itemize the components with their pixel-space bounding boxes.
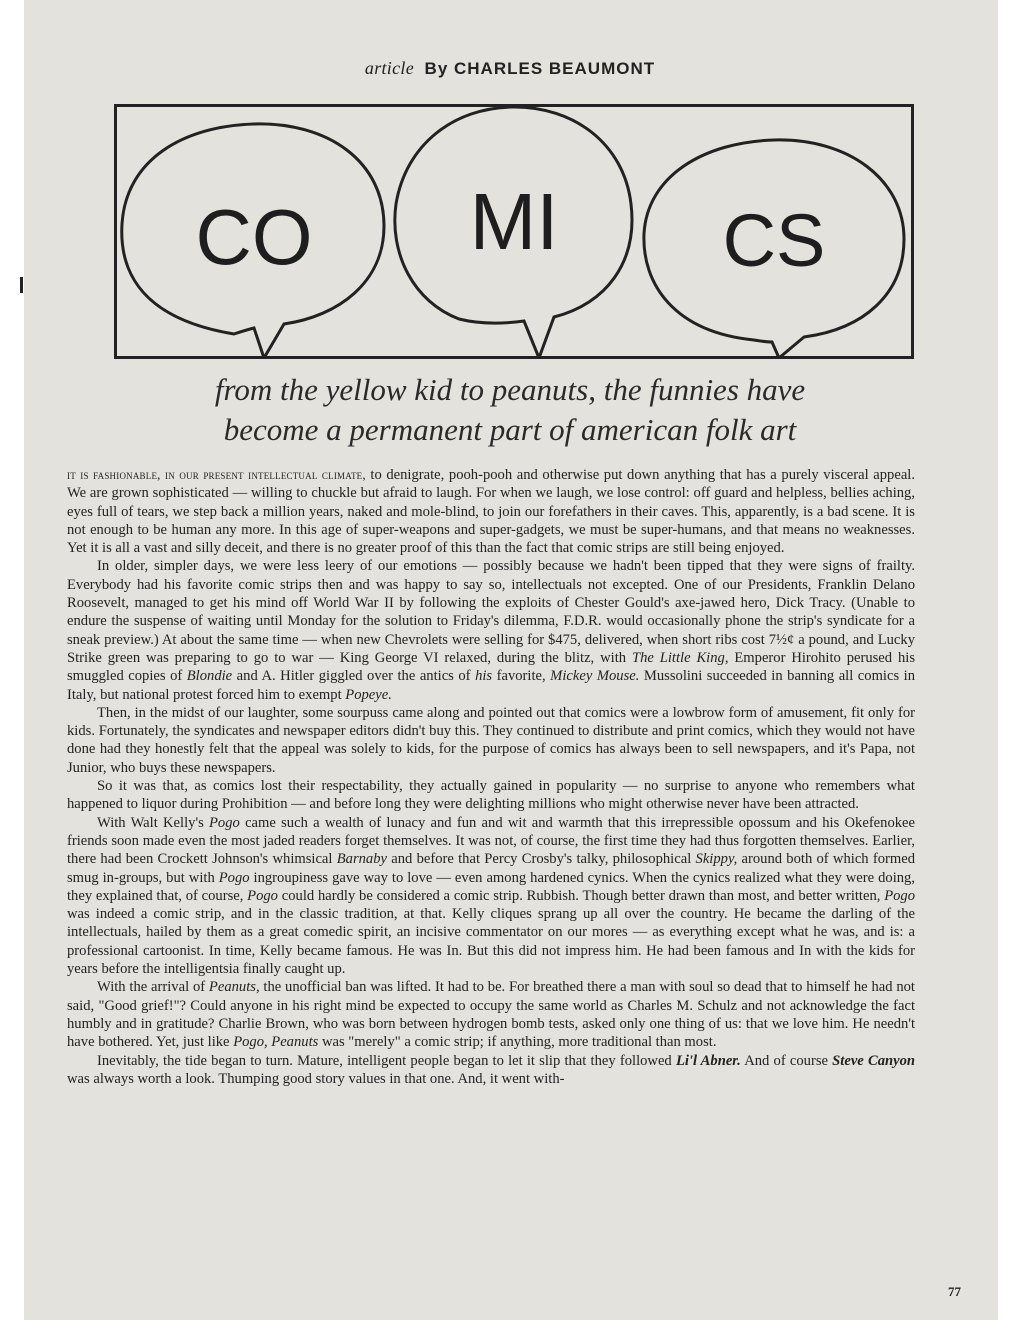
article-body: [67, 466, 915, 1088]
article-subtitle: [100, 370, 920, 450]
paragraph-5: With Walt Kelly's Pogo came such a wealth of lunacy and fun and wit and warmth that this irrepressible opossum and his Okefenokee friends soon made even the most jaded readers forget themselves. It was not, of course, the first time they had thus forgotten themselves. Earlier, there had been Crockett Johnson's whimsical Barnaby and before that Percy Crosby's talky, philosophical Skippy, around both of which formed smug in-groups, but with Pogo ingroupiness gave way to love — even among hardened cynics. When the cynics realized what they were doing, they explained that, of course, Pogo could hardly be considered a comic strip. Rubbish. Though better drawn than most, and better written, Pogo was indeed a comic strip, and in the classic tradition, at that. Kelly cliques sprang up all over the country. He became the darling of the intellectuals, hailed by them as a great comedic spirit, an incisive commentator on our mores — as everything except what he was, and is: a professional cartoonist. In time, Kelly became famous. He was In. But this did not impress him. He had been famous and In with the kids for years before the intelligentsia finally caught up.: [67, 814, 916, 978]
bubble-text-co: CO: [195, 193, 313, 281]
byline: [0, 58, 1020, 79]
subtitle-line-2: become a permanent part of american folk art: [223, 412, 797, 447]
bubble-text-mi: MI: [469, 177, 559, 266]
page-number: 77: [948, 1284, 961, 1299]
comics-banner: [114, 104, 914, 359]
bubble-text-cs: CS: [722, 199, 826, 282]
paragraph-7: Inevitably, the tide began to turn. Mature, intelligent people began to let it slip that they followed Li'l Abner. And of course Steve Canyon was always worth a look. Thumping good story values in that one. And, it went with-: [67, 1052, 916, 1087]
paragraph-4: So it was that, as comics lost their respectability, they actually gained in popularity — no surprise to anyone who remembers what happened to liquor during Prohibition — and before long they were delighting millions who might otherwise never have been attracted.: [67, 778, 915, 813]
byline-kicker: article: [364, 58, 414, 78]
paragraph-1: it is fashionable, in our present intellectual climate, to denigrate, pooh-pooh and otherwise put down anything that has a purely visceral appeal. We are grown sophisticated — willing to chuckle but afraid to laugh. For when we laugh, we lose control: off guard and helpless, bellies aching, eyes full of tears, we step back a million years, naked and mole-blind, to join our forefathers in their caves. This, apparently, is a bad scene. It is not enough to be human any more. In this age of super-weapons and super-gadgets, we must be super-humans, and that means no weaknesses. Yet it is all a vast and silly deceit, and there is no greater proof of this than the fact that comic strips are still being enjoyed.: [67, 467, 915, 557]
paragraph-2: In older, simpler days, we were less leery of our emotions — possibly because we hadn't been tipped that they were signs of frailty. Everybody had his favorite comic strips then and was happy to say so, intellectuals not excepted. One of our Presidents, Franklin Delano Roosevelt, managed to get his mind off World War II by following the exploits of Chester Gould's axe-jawed hero, Dick Tracy. (Unable to endure the suspense of waiting until Monday for the solution to Friday's dilemma, F.D.R. would occasionally phone the strip's syndicate for a sneak preview.) At about the same time — when new Chevrolets were selling for $475, delivered, when short ribs cost 7½¢ a pound, and Lucky Strike green was preparing to go to war — King George VI relaxed, during the blitz, with The Little King, Emperor Hirohito perused his smuggled copies of Blondie and A. Hitler giggled over the antics of his favorite, Mickey Mouse. Mussolini succeeded in banning all comics in Italy, but national protest forced him to exempt Popeye.: [67, 558, 916, 703]
byline-author: By CHARLES BEAUMONT: [424, 59, 656, 78]
paragraph-3: Then, in the midst of our laughter, some sourpuss came along and pointed out that comics were a lowbrow form of amusement, fit only for kids. Fortunately, the syndicates and newspaper editors didn't buy this. They continued to distribute and print comics, which they would not have done had they honestly felt that the appeal was solely to kids, for the purpose of comics has always been to sell newspapers, and it's Papa, not Junior, who buys these newspapers.: [67, 704, 915, 776]
lead-in: it is fashionable, in our present intellectual climate,: [67, 467, 366, 482]
subtitle-line-1: from the yellow kid to peanuts, the funnies have: [214, 372, 806, 407]
paragraph-6: With the arrival of Peanuts, the unofficial ban was lifted. It had to be. For breathed there a man with soul so dead that to himself he had not said, "Good grief!"? Could anyone in his right mind be expected to occupy the same world as Charles M. Schulz and not acknowledge the fact humbly and in gratitude? Charlie Brown, who was born between hydrogen bomb tests, asked only one thing of us: that we love him. He needn't have bothered. Yet, just like Pogo, Peanuts was "merely" a comic strip; if anything, more traditional than most.: [67, 979, 915, 1051]
edge-mark: [20, 277, 23, 293]
